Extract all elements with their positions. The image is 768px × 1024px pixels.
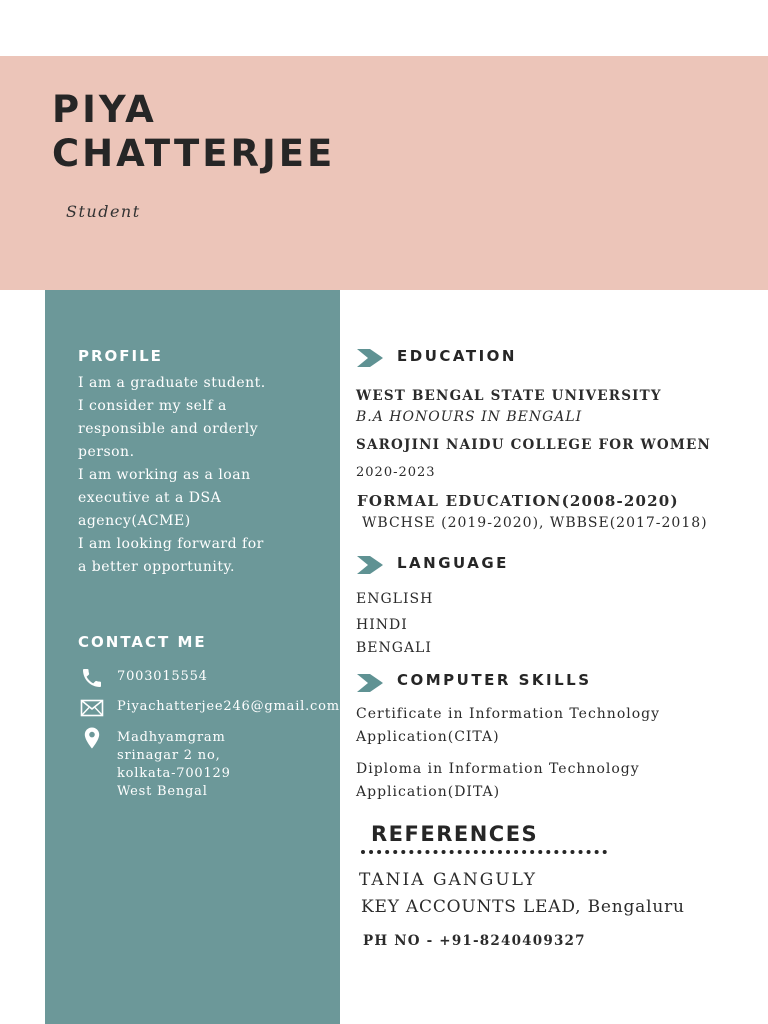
references-divider — [361, 850, 607, 854]
chevron-arrow-icon — [357, 349, 383, 367]
reference-name: TANIA GANGULY — [359, 870, 538, 890]
profile-line: executive at a DSA — [78, 490, 222, 506]
language-item: HINDI — [356, 617, 408, 633]
address-line: srinagar 2 no, — [117, 748, 221, 763]
skill-cita-line-1: Certificate in Information Technology — [356, 706, 661, 722]
education-years: 2020-2023 — [356, 465, 436, 480]
candidate-role: Student — [66, 202, 141, 221]
profile-line: responsible and orderly — [78, 421, 259, 437]
education-college: SAROJINI NAIDU COLLEGE FOR WOMEN — [356, 437, 712, 453]
language-item: ENGLISH — [356, 591, 434, 607]
profile-line: I am looking forward for — [78, 536, 264, 552]
reference-phone: PH NO - +91-8240409327 — [363, 933, 586, 949]
name-line-1: PIYA — [52, 88, 157, 131]
profile-line: I am working as a loan — [78, 467, 251, 483]
profile-line: I am a graduate student. — [78, 375, 266, 391]
mail-icon — [80, 696, 104, 720]
chevron-arrow-icon — [357, 556, 383, 574]
references-heading: REFERENCES — [371, 822, 539, 846]
contact-address — [117, 729, 231, 801]
skill-dita-line-2: Application(DITA) — [356, 784, 501, 800]
skills-heading: COMPUTER SKILLS — [397, 671, 592, 689]
profile-line: agency(ACME) — [78, 513, 191, 529]
profile-line: a better opportunity. — [78, 559, 235, 575]
address-line: kolkata-700129 — [117, 766, 231, 781]
profile-heading: PROFILE — [78, 347, 163, 365]
chevron-arrow-icon — [357, 674, 383, 692]
education-degree: B.A HONOURS IN BENGALI — [356, 409, 583, 425]
profile-line: person. — [78, 444, 135, 460]
contact-phone: 7003015554 — [117, 669, 208, 684]
profile-line: I consider my self a — [78, 398, 227, 414]
candidate-name — [52, 88, 335, 176]
language-item: BENGALI — [356, 640, 432, 656]
phone-icon — [80, 666, 104, 690]
education-university: WEST BENGAL STATE UNIVERSITY — [356, 388, 662, 404]
formal-education-title: FORMAL EDUCATION(2008-2020) — [357, 492, 679, 510]
formal-education-detail: WBCHSE (2019-2020), WBBSE(2017-2018) — [362, 515, 708, 531]
language-heading: LANGUAGE — [397, 554, 509, 572]
skill-dita-line-1: Diploma in Information Technology — [356, 761, 640, 777]
contact-email: Piyachatterjee246@gmail.com — [117, 699, 340, 714]
education-heading: EDUCATION — [397, 347, 517, 365]
name-line-2: CHATTERJEE — [52, 132, 336, 175]
address-line: West Bengal — [117, 784, 208, 799]
contact-heading: CONTACT ME — [78, 633, 207, 651]
skill-cita-line-2: Application(CITA) — [356, 729, 500, 745]
profile-summary — [78, 372, 333, 579]
reference-position: KEY ACCOUNTS LEAD, Bengaluru — [361, 897, 685, 917]
address-line: Madhyamgram — [117, 730, 226, 745]
location-pin-icon — [80, 726, 104, 750]
